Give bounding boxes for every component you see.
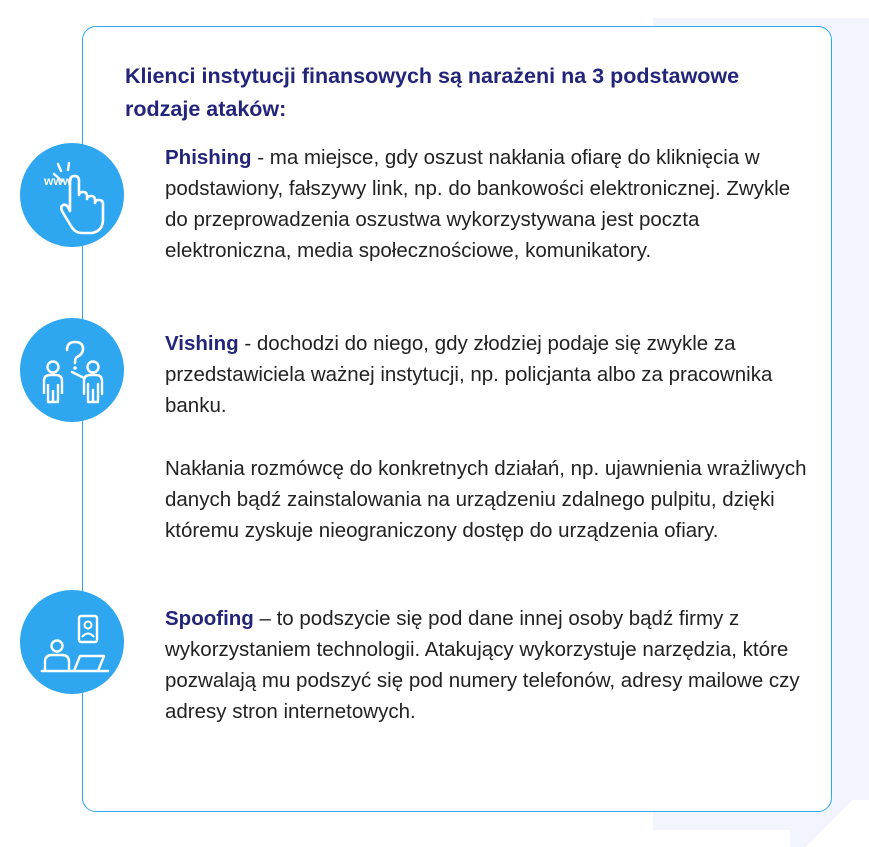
people-question-icon xyxy=(20,318,124,422)
vishing-description: - dochodzi do niego, gdy złodziej podaje się zwykle za przedstawiciela ważnej instytucji, np. policjanta albo za pracownika banku. xyxy=(165,332,773,417)
spoofing-description: – to podszycie się pod dane innej osoby bądź firmy z wykorzystaniem technologii. Atakujący wykorzystuje narzędzia, które pozwalają mu podszyć się pod numery telefonów, adresy mailowe czy adresy stron internetowych. xyxy=(165,607,800,723)
vishing-extra-paragraph: Nakłania rozmówcę do konkretnych działań, np. ujawnienia wrażliwych danych bądź zainstalowania na urządzeniu zdalnego pulpitu, dzięki któremu zyskuje nieograniczony dostęp do urządzenia ofiary. xyxy=(165,457,807,542)
vishing-term: Vishing xyxy=(165,332,239,355)
card-heading: Klienci instytucji finansowych są narażeni na 3 podstawowe rodzaje ataków: xyxy=(125,64,740,121)
phishing-paragraph xyxy=(165,142,815,266)
www-click-hand-icon xyxy=(20,143,124,247)
www-label: www xyxy=(44,174,73,188)
spoofing-paragraph xyxy=(165,603,815,727)
spoofing-term: Spoofing xyxy=(165,607,254,630)
vishing-paragraph xyxy=(165,328,815,421)
phishing-term: Phishing xyxy=(165,146,252,169)
phishing-description: - ma miejsce, gdy oszust nakłania ofiarę do kliknięcia w podstawiony, fałszywy link, np. do bankowości elektronicznej. Zwykle do przeprowadzenia oszustwa wykorzystywana jest poczta elektroniczna, media społecznościowe, komunikatory. xyxy=(165,146,791,262)
person-laptop-profile-icon xyxy=(20,590,124,694)
